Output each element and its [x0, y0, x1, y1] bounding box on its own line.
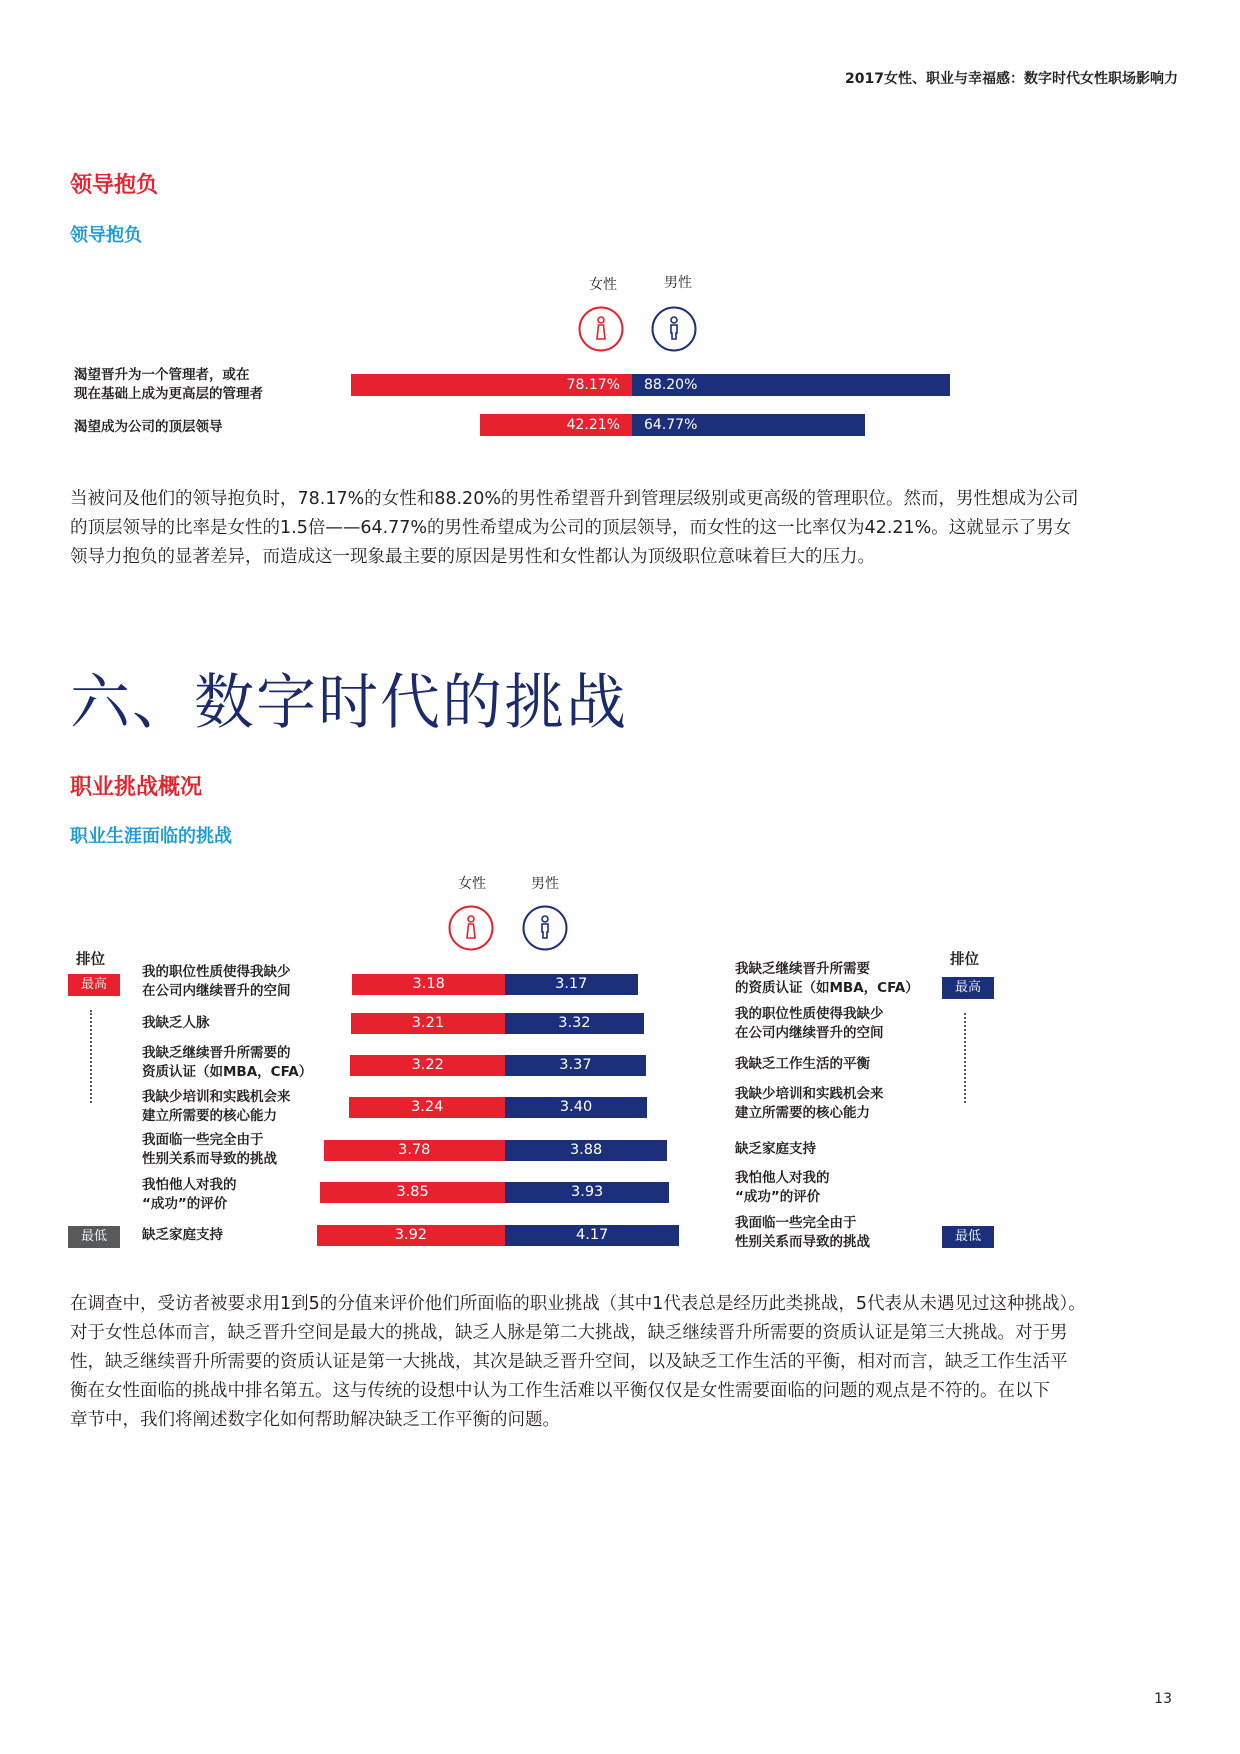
bar-male-value: 3.93 [570, 1184, 604, 1200]
bar-male-value: 3.88 [569, 1142, 603, 1158]
male-category-label: 我怕他人对我的 [735, 1170, 830, 1186]
male-category-label: 在公司内继续晋升的空间 [735, 1025, 884, 1041]
rank-top-tag-left: 最高 [68, 974, 120, 996]
chart-title-leadership: 领导抱负 [70, 225, 142, 246]
male-category-label: 性别关系而导致的挑战 [735, 1234, 870, 1250]
bar-male: 88.20% [632, 374, 950, 396]
legend-male-label: 男性 [664, 275, 692, 291]
bar-male-value: 3.40 [559, 1099, 593, 1115]
bar-female-value: 3.78 [398, 1142, 431, 1158]
male-category-label: 缺乏家庭支持 [735, 1141, 816, 1157]
legend-female-label: 女性 [589, 277, 617, 293]
paragraph-line: 当被问及他们的领导抱负时，78.17%的女性和88.20%的男性希望晋升到管理层级别或更高级的管理职位。然而，男性想成为公司 [70, 489, 1079, 509]
rank-label-right: 排位 [950, 952, 979, 968]
category-label: 渴望晋升为一个管理者，或在 [74, 367, 250, 383]
category-label: 渴望成为公司的顶层领导 [74, 419, 223, 435]
bar-male-value: 3.32 [558, 1015, 591, 1031]
bar-female-value: 3.22 [411, 1057, 444, 1073]
male-category-label: 的资质认证（如MBA，CFA） [735, 980, 919, 996]
female-category-label: 建立所需要的核心能力 [142, 1108, 277, 1124]
rank-label-left: 排位 [76, 952, 105, 968]
male-category-label: 我缺少培训和实践机会来 [735, 1086, 884, 1102]
career-challenges-paragraph [70, 1290, 1170, 1435]
rank-dotted-line-right [964, 1013, 969, 1103]
bar-female-value: 3.85 [396, 1184, 429, 1200]
bar-female-value: 3.92 [394, 1227, 428, 1243]
male-icon [651, 306, 697, 352]
paragraph-line: 领导力抱负的显著差异，而造成这一现象最主要的原因是男性和女性都认为顶级职位意味着巨大的压力。 [70, 547, 875, 567]
chapter-title: 六、数字时代的挑战 [70, 668, 628, 738]
paragraph-line: 的顶层领导的比率是女性的1.5倍——64.77%的男性希望成为公司的顶层领导，而女性的这一比率仅为42.21%。这就显示了男女 [70, 518, 1072, 538]
rank-dotted-line-left [90, 1010, 95, 1103]
male-category-label: “成功”的评价 [735, 1189, 821, 1205]
male-category-label: 我的职位性质使得我缺少 [735, 1006, 884, 1022]
paragraph-line: 对于女性总体而言，缺乏晋升空间是最大的挑战，缺乏人脉是第二大挑战，缺乏继续晋升所需要的资质认证是第三大挑战。对于男 [70, 1323, 1068, 1343]
female-icon [578, 306, 624, 352]
bar-female: 78.17% [351, 374, 632, 396]
male-icon [522, 905, 568, 951]
female-category-label: 在公司内继续晋升的空间 [142, 983, 291, 999]
header-title: 2017女性、职业与幸福感：数字时代女性职场影响力 [845, 71, 1178, 87]
female-category-label: 缺乏家庭支持 [142, 1227, 223, 1243]
leadership-paragraph [70, 485, 1170, 572]
bar-female: 42.21% [480, 414, 632, 436]
rank-low-tag-right: 最低 [942, 1226, 994, 1248]
bar-male: 64.77% [632, 414, 865, 436]
section-heading-leadership: 领导抱负 [70, 173, 159, 198]
bar-female-value: 3.24 [411, 1099, 444, 1115]
male-category-label: 我缺乏继续晋升所需要 [735, 961, 870, 977]
female-category-label: 资质认证（如MBA，CFA） [142, 1064, 313, 1080]
female-category-label: “成功”的评价 [142, 1196, 228, 1212]
category-label: 现在基础上成为更高层的管理者 [74, 386, 263, 402]
paragraph-line: 衡在女性面临的挑战中排名第五。这与传统的设想中认为工作生活难以平衡仅仅是女性需要面临的问题的观点是不符的。在以下 [70, 1381, 1050, 1401]
bar-female-value: 3.21 [411, 1015, 445, 1031]
female-category-label: 性别关系而导致的挑战 [142, 1151, 277, 1167]
male-category-label: 我缺乏工作生活的平衡 [735, 1056, 870, 1072]
rank-low-tag-left: 最低 [68, 1226, 120, 1248]
page-number: 13 [1154, 1691, 1172, 1707]
paragraph-line: 章节中，我们将阐述数字化如何帮助解决缺乏工作平衡的问题。 [70, 1410, 560, 1430]
female-category-label: 我缺少培训和实践机会来 [142, 1089, 291, 1105]
female-category-label: 我缺乏人脉 [142, 1015, 210, 1031]
female-category-label: 我的职位性质使得我缺少 [142, 964, 291, 980]
female-category-label: 我怕他人对我的 [142, 1177, 237, 1193]
bar-male-value: 4.17 [576, 1227, 609, 1243]
paragraph-line: 性，缺乏继续晋升所需要的资质认证是第一大挑战，其次是缺乏晋升空间，以及缺乏工作生活的平衡，相对而言，缺乏工作生活平 [70, 1352, 1068, 1372]
female-category-label: 我缺乏继续晋升所需要的 [142, 1045, 291, 1061]
bar-female-value: 3.18 [412, 976, 445, 992]
legend-male-label: 男性 [531, 876, 559, 892]
legend-female-label: 女性 [458, 876, 486, 892]
bar-male-value: 3.17 [555, 976, 588, 992]
male-category-label: 建立所需要的核心能力 [735, 1105, 870, 1121]
female-category-label: 我面临一些完全由于 [142, 1132, 264, 1148]
female-icon [448, 905, 494, 951]
rank-top-tag-right: 最高 [942, 977, 994, 999]
paragraph-line: 在调查中，受访者被要求用1到5的分值来评价他们所面临的职业挑战（其中1代表总是经历此类挑战，5代表从未遇见过这种挑战）。 [70, 1294, 1086, 1314]
section-heading-career-challenges: 职业挑战概况 [70, 775, 203, 800]
male-category-label: 我面临一些完全由于 [735, 1215, 857, 1231]
chart-title-career-challenges: 职业生涯面临的挑战 [70, 826, 232, 847]
bar-male-value: 3.37 [559, 1057, 592, 1073]
